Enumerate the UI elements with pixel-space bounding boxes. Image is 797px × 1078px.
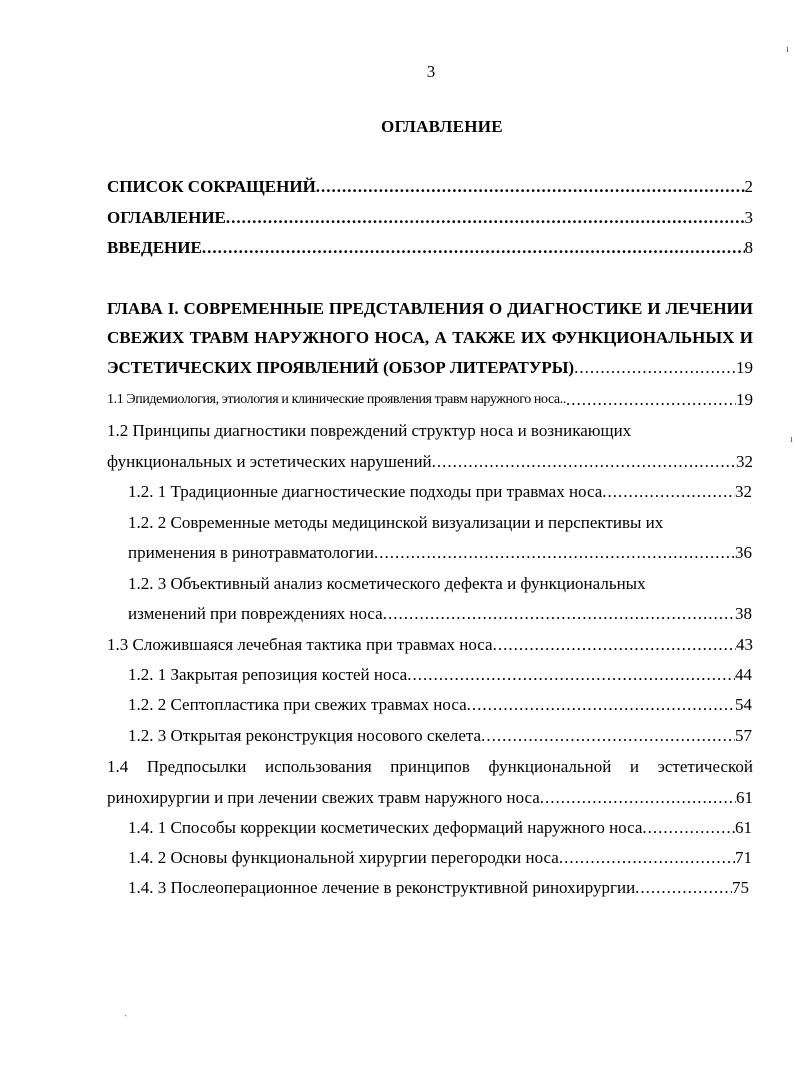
toc-entry-1-2-line-1: 1.2 Принципы диагностики повреждений структур носа и возникающих	[107, 421, 632, 440]
toc-leader	[559, 847, 735, 869]
toc-entry-title: СПИСОК СОКРАЩЕНИЙ	[107, 177, 316, 196]
toc-leader	[316, 176, 745, 198]
toc-page-number: 3	[744, 208, 753, 227]
toc-page-number: 19	[736, 358, 753, 377]
toc-entry-title: ВВЕДЕНИЕ	[107, 238, 202, 257]
toc-leader	[226, 207, 745, 229]
toc-page-number: 71	[735, 848, 752, 867]
toc-leader	[481, 725, 735, 747]
toc-entry-1-2-3-line-1: 1.2. 3 Объективный анализ косметического дефекта и функциональных	[128, 574, 646, 593]
toc-page-number: 32	[735, 482, 752, 501]
toc-entry-1-2-1[interactable]	[128, 481, 752, 503]
chapter-1-title-line-2: СВЕЖИХ ТРАВМ НАРУЖНОГО НОСА, А ТАКЖЕ ИХ ФУНКЦИОНАЛЬНЫХ И	[107, 328, 753, 347]
toc-page-number: 61	[735, 818, 752, 837]
toc-entry-1-2-2-line-1: 1.2. 2 Современные методы медицинской визуализации и перспективы их	[128, 513, 664, 532]
toc-leader	[635, 877, 732, 899]
toc-page-number: 61	[736, 788, 753, 807]
toc-entry-1-4-3[interactable]	[128, 877, 749, 899]
toc-entry-contents[interactable]	[107, 207, 753, 229]
toc-page-number: 54	[735, 695, 752, 714]
page-number: 3	[426, 62, 436, 81]
toc-entry-title: ЭСТЕТИЧЕСКИХ ПРОЯВЛЕНИЙ (ОБЗОР ЛИТЕРАТУРЫ)	[107, 358, 575, 377]
toc-entry-1-2-3[interactable]	[128, 603, 752, 625]
toc-page-number: 32	[736, 452, 753, 471]
toc-entry-title: 1.2. 2 Септопластика при свежих травмах носа	[128, 695, 467, 714]
toc-leader	[383, 603, 735, 625]
toc-entry-1-3-3[interactable]	[128, 725, 752, 747]
toc-entry-chapter-1[interactable]	[107, 357, 753, 379]
toc-entry-1-2-2[interactable]	[128, 542, 752, 564]
toc-entry-title: 1.4. 2 Основы функциональной хирургии перегородки носа	[128, 848, 559, 867]
toc-entry-1-3[interactable]	[107, 634, 753, 656]
toc-entry-title: ринохирургии и при лечении свежих травм наружного носа	[107, 788, 540, 807]
toc-entry-introduction[interactable]	[107, 237, 753, 259]
toc-entry-title: ОГЛАВЛЕНИЕ	[107, 208, 226, 227]
toc-entry-1-4[interactable]	[107, 787, 753, 809]
toc-entry-title: 1.4. 1 Способы коррекции косметических деформаций наружного носа	[128, 818, 643, 837]
toc-leader	[407, 664, 735, 686]
page-title: ОГЛАВЛЕНИЕ	[381, 117, 503, 136]
toc-page-number: 38	[735, 604, 752, 623]
toc-entry-title: 1.2. 1 Закрытая репозиция костей носа	[128, 665, 408, 684]
toc-leader	[602, 481, 735, 503]
toc-page-number: 36	[735, 543, 752, 562]
toc-entry-1-4-2[interactable]	[128, 847, 752, 869]
toc-entry-title: 1.3 Сложившаяся лечебная тактика при травмах носа	[107, 635, 493, 654]
toc-leader	[432, 451, 736, 473]
toc-entry-title: изменений при повреждениях носа	[128, 604, 383, 623]
scan-mark: ı	[790, 434, 793, 445]
toc-page-number: 2	[744, 177, 753, 196]
toc-entry-title: 1.4. 3 Послеоперационное лечение в реконструктивной ринохирургии	[128, 878, 636, 897]
toc-page-number: 75	[732, 878, 749, 897]
toc-leader	[566, 389, 736, 411]
toc-page-number: 43	[736, 635, 753, 654]
toc-page-number: 19	[736, 390, 753, 409]
toc-page-number: 44	[735, 665, 752, 684]
chapter-1-title-line-1: ГЛАВА I. СОВРЕМЕННЫЕ ПРЕДСТАВЛЕНИЯ О ДИАГНОСТИКЕ И ЛЕЧЕНИИ	[107, 299, 753, 318]
toc-entry-title: 1.1 Эпидемиология, этиология и клинические проявления травм наружного носа..	[107, 392, 566, 407]
toc-entry-title: применения в ринотравматологии	[128, 543, 374, 562]
scan-mark: ˏ	[124, 1006, 128, 1017]
toc-entry-1-4-1[interactable]	[128, 817, 752, 839]
toc-entry-1-1[interactable]	[107, 389, 753, 411]
toc-leader	[493, 634, 736, 656]
toc-leader	[467, 694, 735, 716]
toc-leader	[642, 817, 735, 839]
scan-mark: ı	[786, 44, 789, 55]
toc-entry-abbreviations[interactable]	[107, 176, 753, 198]
toc-entry-1-3-2[interactable]	[128, 694, 752, 716]
toc-page-number: 57	[735, 726, 752, 745]
toc-entry-title: функциональных и эстетических нарушений	[107, 452, 432, 471]
toc-entry-title: 1.2. 3 Открытая реконструкция носового скелета	[128, 726, 482, 745]
toc-entry-1-3-1[interactable]	[128, 664, 752, 686]
toc-leader	[540, 787, 736, 809]
toc-page-number: 8	[744, 238, 753, 257]
toc-leader	[202, 237, 745, 259]
toc-leader	[574, 357, 736, 379]
toc-entry-title: 1.2. 1 Традиционные диагностические подходы при травмах носа	[128, 482, 603, 501]
toc-entry-1-4-line-1: 1.4 Предпосылки использования принципов функциональной и эстетической	[107, 757, 753, 776]
toc-leader	[374, 542, 735, 564]
toc-entry-1-2[interactable]	[107, 451, 753, 473]
